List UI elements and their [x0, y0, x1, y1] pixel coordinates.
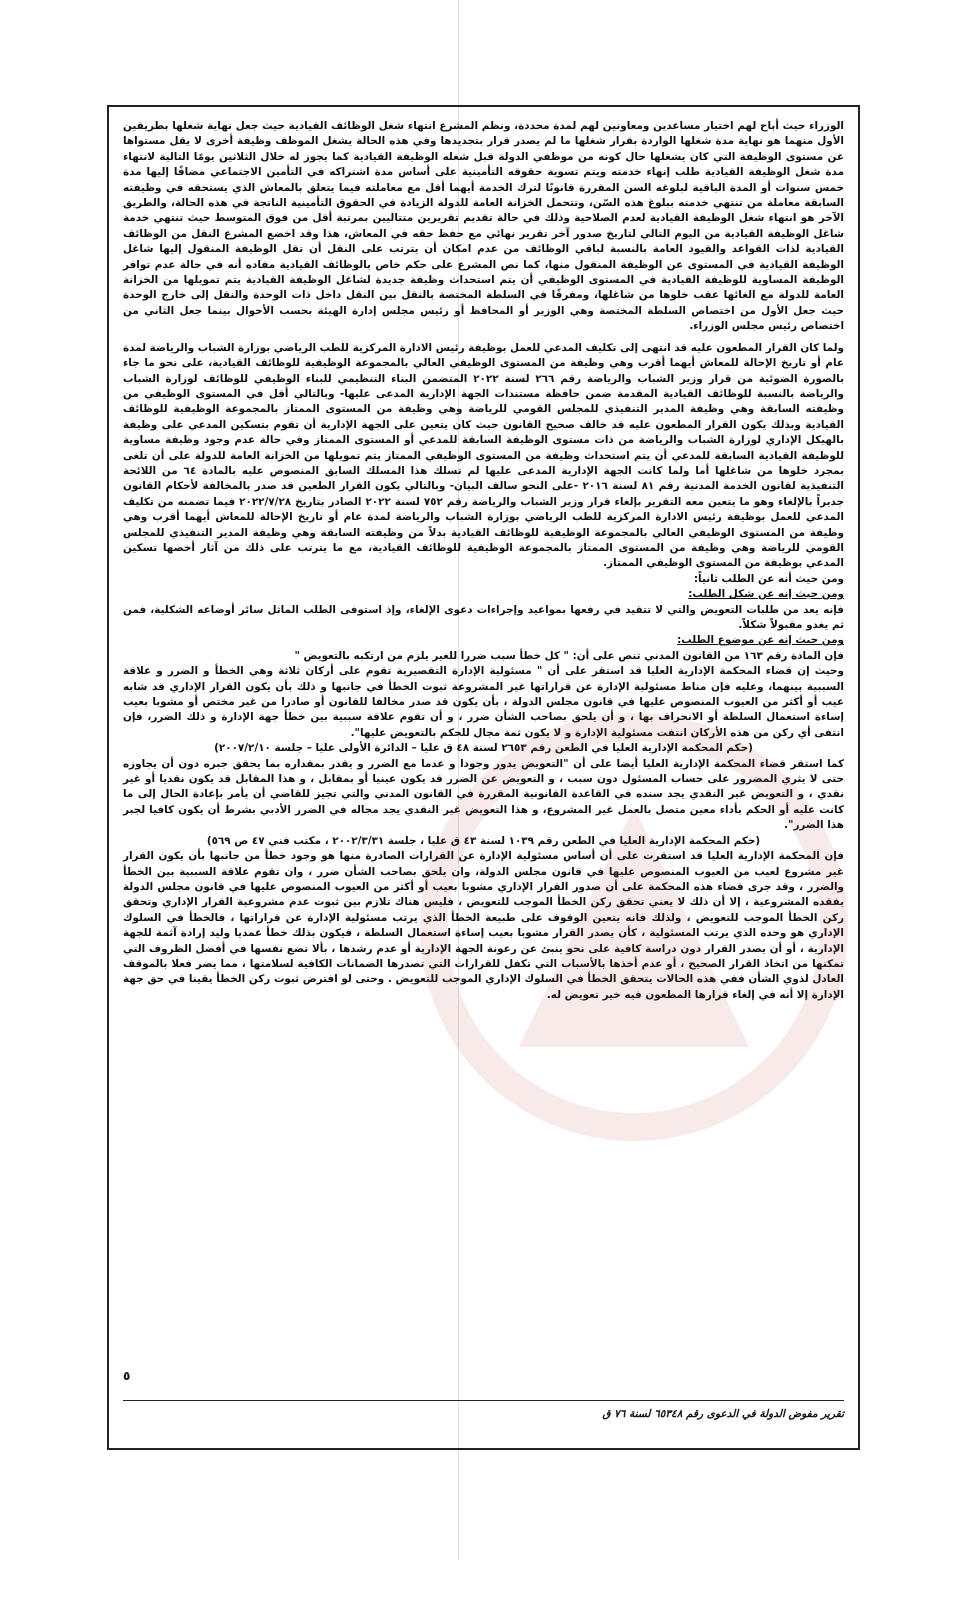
citation-1: (حكم المحكمة الإدارية العليا في الطعن رقم ٢٦٥٣ لسنة ٤٨ ق عليا – الدائرة الأولى عليا – جلسة ٢٠٠٧/٢/١٠): [214, 742, 753, 755]
paragraph-1: الوزراء حيث أباح لهم اختيار مساعدين ومعاونين لهم لمدة محددة، ونظم المشرع انتهاء شغل الوظائف القيادية حيث جعل نهاية شغلها بطريقين الأول منهما هو نهاية مدة شغلها الواردة بقرار شغلها ما لم يصدر قرار بتجديدها وفي هذه الحالة يشغل الموظف وظيفة أخرى لا يقل مستواها عن مستوى الوظيفة التي كان يشغلها حال كونه من موظفي الدولة قبل شغله الوظيفة القيادية كما يجوز له خلال الثلاثين يومًا التالية لانتهاء مدة شغل الوظيفة القيادية طلب إنهاء خدمته ويتم تسوية حقوقه التأمينية على أساس مدة اشتراكه في التأمين الاجتماعي مضافًا إليها مدة خمس سنوات أو المدة الباقية لبلوغه السن المقررة قانونًا لترك الخدمة أيهما أقل مع معاملته فيما يتعلق بالمعاش الذي يستحقه في وظيفته السابقة معاملة من تنتهي خدمته ببلوغ هذه السّن، وتتحمل الخزانة العامة للدولة الزيادة في الحقوق التأمينية الناتجة في هذه الحالة، والطريق الآخر هو انتهاء شغل الوظيفة القيادية لعدم الصلاحية وذلك في حالة تقديم تقريرين متتاليين بمرتبة أقل من فوق المتوسط حيث تنتهي خدمة شاغل الوظيفة القيادية من اليوم التالي لتاريخ صدور آخر تقرير نهائي مع حفظ حقه في المعاش، هذا وقد اخضع المشرع النقل من الوظائف القيادية لذات القواعد والقيود العامة بالنسبة لباقي الوظائف من عدم امكان أن يترتب على النقل أن تقل الوظيفة المنقول إليها شاغل الوظيفة القيادية في المستوى عن الوظيفة المنقول منها، كما نص المشرع على حكم خاص بالوظائف القيادية مفاده أنه في حالة عدم توافر الوظيفة المساوية للوظيفة القيادية في المستوى الوظيفي أن يتم استحداث وظيفة جديدة لشاغل الوظيفة القيادية يتم تمويلها من الخزانة العامة للدولة مع الغائها عقب خلوها من شاغلها، ومفرقًا في السلطة المختصة بالنقل بين النقل داخل ذات الوحدة والنقل إلى خارج الوحدة حيث جعل الأول من اختصاص السلطة المختصة وهي الوزير أو المحافظ أو رئيس مجلس إدارة الهيئة بحسب الأحوال بينما جعل الثاني من اختصاص رئيس مجلس الوزراء.: [123, 120, 844, 333]
subject-paragraph-4: فإن المحكمة الإدارية العليا قد استقرت على أن أساس مسئولية الإدارة عن القرارات الصادرة منها هو وجود خطأ من جانبها بأن يكون القرار غير مشروع لعيب من العيوب المنصوص عليها في قانون مجلس الدولة، وان يلحق بصاحب الشأن ضرر ، وان تقوم علاقة السببية بين الخطأ والضرر ، وقد جرى قضاء هذه المحكمة على أن صدور القرار الإداري مشوبا بعيب أو أكثر من العيوب المنصوص عليها في قانون مجلس الدولة يفقده المشروعية ، إلا أن ذلك لا يعني تحقق ركن الخطأ الموجب للتعويض ، فليس هناك تلازم بين ثبوت عدم مشروعية القرار الإداري وتحقق ركن الخطأ الموجب للتعويض ، ولذلك فانه يتعين الوقوف على طبيعة الخطأ الذي يرتب مسئولية الإدارة عن قراراتها ، فالخطأ في السلوك الإداري هو وحده الذي يرتب المسئولية ، كأن يصدر القرار مشوبا بعيب إساءة استعمال السلطة ، فيكون بذلك خطأ عمديا وليد إرادة آثمة للجهة الإدارية ، أو أن يصدر القرار دون دراسة كافية على نحو ينبئ عن رعونة الجهة الإدارية أو عدم رشدها ، بألا تضع نفسها في أفضل الظروف التي تمكنها من اتخاذ القرار الصحيح ، أو عدم أخذها بالأسباب التي تكفل للقرارات التي تصدرها الضمانات الكافية لسلامتها ، مما يضر فعلا بالموقف العادل لذوي الشأن ففي هذه الحالات يتحقق الخطأ في السلوك الإداري الموجب للتعويض . وحتى لو افترض ثبوت ركن الخطأ يقينا في حق جهة الإدارة إلا أنه في إلغاء قرارها المطعون فيه خير تعويض له.: [123, 850, 844, 1001]
heading-subject: ومن حيث إنه عن موضوع الطلب:: [677, 634, 844, 647]
subject-paragraph-1: فإن المادة رقم ١٦٣ من القانون المدني تنص على أن: " كل خطأ سبب ضررا للغير يلزم من ارتكبه بالتعويض ": [294, 649, 844, 662]
form-text: فإنه يعد من طلبات التعويض والتي لا تتقيد في رفعها بمواعيد وإجراءات دعوى الإلغاء، وإذ استوفى الطلب الماثل سائر أوضاعه الشكلية، فمن ثم يغدو مقبولاً شكلاً.: [123, 603, 844, 631]
page-number: ٥: [123, 1368, 131, 1383]
subject-paragraph-2: وحيث إن قضاء المحكمة الإدارية العليا قد استقر على أن " مسئولية الإدارة التقصيرية تقوم على أركان ثلاثة وهي الخطأ و الضرر و علاقة السببية بينهما، وعليه فإن مناط مسئولية الإدارة عن قراراتها غير المشروعة ثبوت الخطأ في جانبها و ذلك بأن يكون القرار الإداري قد شابه عيب أو أكثر من العيوب المنصوص عليها في قانون مجلس الدولة ، بأن يكون قد صدر مخالفا للقانون أو صادرا من غير مختص أو مشوبا بعيب إساءة استعمال السلطة أو الانحراف بها ، و أن يلحق بصاحب الشأن ضرر ، و أن تقوم علاقة سببية بين خطأ جهة الإدارة و ذلك الضرر، فإن انتفى أي ركن من هذه الأركان انتفت مسئولية الإدارة و لا يكون ثمة مجال للحكم بالتعويض عليها".: [123, 665, 844, 739]
citation-2: (حكم المحكمة الإدارية العليا في الطعن رقم ١٠٣٩ لسنة ٤٣ ق عليا ، جلسة ٢٠٠٢/٣/٣١ ، مكتب فني ٤٧ ص ٥٦٩): [206, 834, 761, 847]
subject-paragraph-3: كما استقر قضاء المحكمة الإدارية العليا أيضا على أن "التعويض يدور وجودا و عدما مع الضرر و يقدر بمقداره بما يحقق جبره دون أن يجاوزه حتى لا يثري المضرور على حساب المسئول دون سبب ، و التعويض عن الضرر قد يكون عينيا أو بمقابل ، و هذا المقابل قد يكون نقديا أو غير نقدي ، و التعويض غير النقدي يجد سنده في القاعدة القانونية المقررة في القانون المدني والتي تجيز للقاضي أن يأمر بإعادة الحال إلى ما كانت عليه أو الحكم بأداء معين متصل بالعمل غير المشروع، و هذا التعويض غير النقدي يجد مجاله في الضرر الأدبي بشرط أن يكون كافيا لجبر هذا الضرر".: [123, 757, 844, 832]
document-page: [107, 105, 860, 1450]
paragraph-2: ولما كان القرار المطعون عليه قد انتهى إلى تكليف المدعي للعمل بوظيفة رئيس الادارة المركزية للطب الرياضي بوزارة الشباب والرياضة لمدة عام أو تاريخ الإحالة للمعاش أيهما أقرب وهي وظيفة من المستوى الوظيفي العالي بالمجموعة الوظيفية للوظائف القيادية، على نحو ما جاء بالصورة الضوئية من قرار وزير الشباب والرياضة رقم ٢٦٦ لسنة ٢٠٢٢ المتضمن البناء التنظيمي للبناء الوظيفي للوظائف لوزارة الشباب والرياضة بالنسبة للوظائف القيادية المقدمة ضمن حافظة مستندات الجهة الإدارية المدعى عليها- وبالتالي أقل في المستوى الوظيفي من وظيفته السابقة وهي وظيفة المدير التنفيذي للمجلس القومي للرياضة وهي وظيفة من المستوى الممتاز بالمجموعة الوظيفية للوظائف القيادية وبذلك يكون القرار المطعون عليه قد خالف صحيح القانون حيث كان يتعين على الجهة الإدارية أن تقوم بتسكين المدعي على وظيفة بالهيكل الإداري لوزارة الشباب والرياضة من ذات مستوى الوظيفة السابقة للمدعي أو المستوى الممتاز وفي حالة عدم وجود وظيفة مساوية للوظيفة القيادية السابقة للمدعي أن يتم استحداث وظيفة من المستوى الوظيفي الممتاز يتم تمويلها من الخزانة العامة للدولة على أن تلغى بمجرد خلوها من شاغلها أما ولما كانت الجهة الإدارية المدعى عليها لم تسلك هذا المسلك السابق المنصوص عليه بالمادة ٦٤ من اللائحة التنفيذية لقانون الخدمة المدنية رقم ٨١ لسنة ٢٠١٦ -على النحو سالف البيان- وبالتالي يكون القرار الطعين قد صدر بالمخالفة لأحكام القانون جديراً بالإلغاء وهو ما يتعين معه التقرير بإلغاء قرار وزير الشباب والرياضة رقم ٧٥٢ لسنة ٢٠٢٢ الصادر بتاريخ ٢٠٢٢/٧/٢٨ فيما تضمنه من تكليف المدعي للعمل بوظيفة رئيس الادارة المركزية للطب الرياضي بوزارة الشباب والرياضة لمدة عام أو تاريخ الإحالة للمعاش أيهما أقرب وهي وظيفة من المستوى الوظيفي العالي بالمجموعة الوظيفية للوظائف القيادية بدلاً من وظيفته السابقة وهي وظيفة المدير التنفيذي للمجلس القومي للرياضة وهي وظيفة من المستوى الممتاز بالمجموعة الوظيفية للوظائف القيادية، مع ما يترتب على ذلك من آثار أخصها تسكين المدعي بوظيفة من المستوى الوظيفي الممتاز.: [123, 341, 844, 570]
heading-form: ومن حيث إنه عن شكل الطلب:: [688, 588, 844, 601]
paragraph-3: ومن حيث أنه عن الطلب ثانياً:: [693, 572, 844, 585]
footer-reference: تقرير مفوض الدولة في الدعوى رقم ٦٥٣٤٨ لسنة ٧٦ ق: [123, 1400, 844, 1422]
